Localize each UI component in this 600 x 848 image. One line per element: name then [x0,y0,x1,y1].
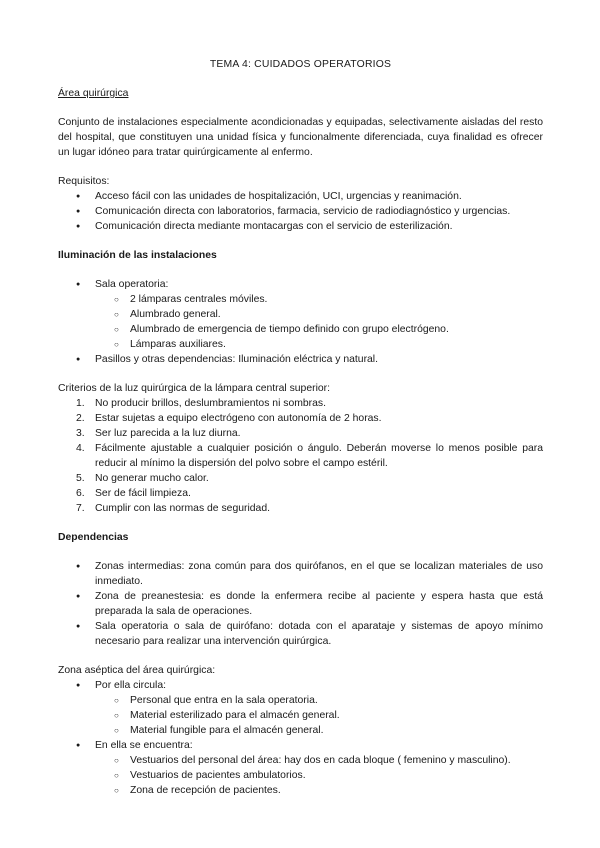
zona-aseptica-section [58,663,543,798]
requisitos-section [58,174,543,234]
numbered-item [58,471,543,486]
circula-sublist [58,693,543,738]
item-text: Cumplir con las normas de seguridad. [95,503,270,514]
iluminacion-heading: Iluminación de las instalaciones [58,250,217,261]
item-number: 1. [76,398,85,409]
list-item [58,738,543,798]
item-text: No producir brillos, deslumbramientos ni sombras. [95,398,326,409]
list-item: ● Zona de preanestesia: es donde la enfermera recibe al paciente y espera hasta que está preparada la sala de operaciones. [58,589,543,619]
sub-list-item: ○ Lámparas auxiliares. [58,337,543,352]
item-number: 4. [76,443,85,454]
item-number: 3. [76,428,85,439]
sub-list-item: ○ Material esterilizado para el almacén general. [58,708,543,723]
item-number: 2. [76,413,85,424]
dependencias-heading: Dependencias [58,532,129,543]
list-item: ● Acceso fácil con las unidades de hospitalización, UCI, urgencias y reanimación. [58,189,543,204]
criterios-list [58,396,543,516]
criterios-section [58,381,543,516]
iluminacion-section [58,277,543,367]
numbered-item [58,396,543,411]
sub-list-item: ○ Material fungible para el almacén general. [58,723,543,738]
list-item: ● Zonas intermedias: zona común para dos quirófanos, en el que se localizan materiales de uso inmediato. [58,559,543,589]
list-item: ● Sala operatoria o sala de quirófano: dotada con el aparataje y sistemas de apoyo mínimo necesario para realizar una intervención quirúrgica. [58,619,543,649]
sub-list-item: ○ Vestuarios de pacientes ambulatorios. [58,768,543,783]
item-text: Ser luz parecida a la luz diurna. [95,428,241,439]
area-heading: Área quirúrgica [58,88,129,99]
sub-list-item: ○ Zona de recepción de pacientes. [58,783,543,798]
item-text: Estar sujetas a equipo electrógeno con autonomía de 2 horas. [95,413,382,424]
document-page [58,57,543,798]
item-number: 5. [76,473,85,484]
requisitos-list [58,189,543,234]
sub-list-item: ○ Alumbrado general. [58,307,543,322]
requisitos-label: Requisitos: [58,176,110,187]
item-text: Fácilmente ajustable a cualquier posición o ángulo. Deberán moverse lo menos posible para reducir al mínimo la dispersión del polvo sobre el campo estéril. [95,443,543,469]
numbered-item [58,441,543,471]
iluminacion-list [58,277,543,367]
item-number: 6. [76,488,85,499]
list-item [58,678,543,738]
zona-aseptica-list [58,678,543,798]
item-number: 7. [76,503,85,514]
numbered-item [58,411,543,426]
encuentra-label: En ella se encuentra: [95,740,193,751]
criterios-label: Criterios de la luz quirúrgica de la lámpara central superior: [58,383,331,394]
circula-label: Por ella circula: [95,680,167,691]
zona-aseptica-label: Zona aséptica del área quirúrgica: [58,665,216,676]
sub-list-item: ○ Personal que entra en la sala operatoria. [58,693,543,708]
numbered-item [58,426,543,441]
numbered-item [58,486,543,501]
area-paragraph: Conjunto de instalaciones especialmente acondicionadas y equipadas, selectivamente aisladas del resto del hospital, que constituyen una unidad física y funcionalmente diferenciada, cuya finalidad es ofrecer un lugar idóneo para tratar quirúrgicamente al enfermo. [58,117,543,158]
sub-list-item: ○ 2 lámparas centrales móviles. [58,292,543,307]
list-item: ● Comunicación directa con laboratorios, farmacia, servicio de radiodiagnóstico y urgencias. [58,204,543,219]
sala-label: Sala operatoria: [95,279,169,290]
list-item: ● Comunicación directa mediante montacargas con el servicio de esterilización. [58,219,543,234]
list-item [58,277,543,352]
list-item: ● Pasillos y otras dependencias: Iluminación eléctrica y natural. [58,352,543,367]
item-text: No generar mucho calor. [95,473,209,484]
page-title: TEMA 4: CUIDADOS OPERATORIOS [209,59,392,70]
sub-list-item: ○ Alumbrado de emergencia de tiempo definido con grupo electrógeno. [58,322,543,337]
dependencias-list [58,559,543,649]
encuentra-sublist [58,753,543,798]
numbered-item [58,501,543,516]
item-text: Ser de fácil limpieza. [95,488,191,499]
sala-sublist [58,292,543,352]
dependencias-section [58,559,543,649]
sub-list-item: ○ Vestuarios del personal del área: hay dos en cada bloque ( femenino y masculino). [58,753,543,768]
